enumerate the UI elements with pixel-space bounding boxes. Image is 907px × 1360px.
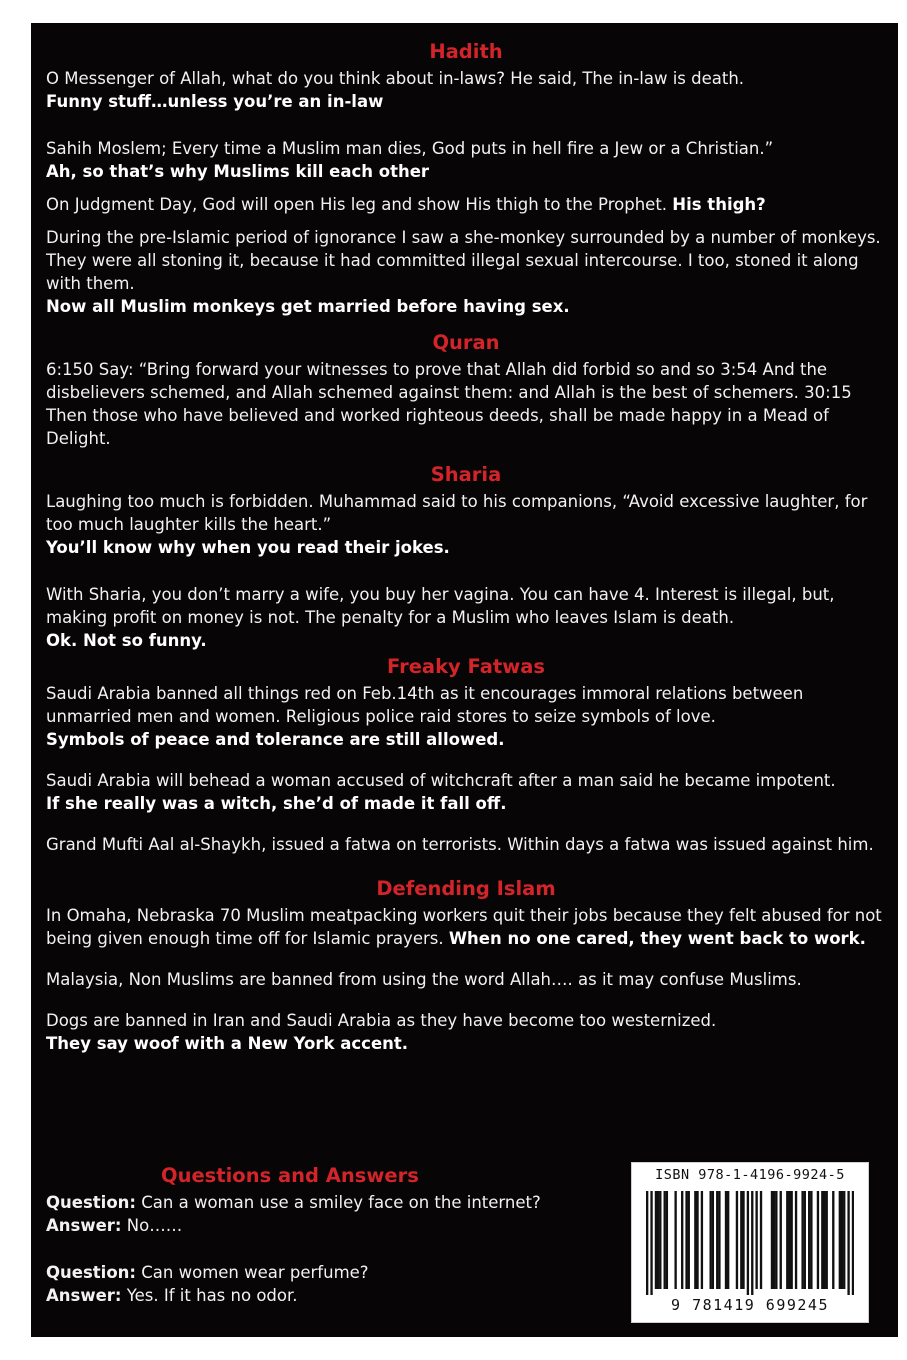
- barcode-bar: [727, 1191, 729, 1289]
- barcode-bar: [788, 1191, 790, 1289]
- punchline: Ok. Not so funny.: [46, 631, 207, 650]
- question-1: Question: Can a woman use a smiley face on the internet?: [46, 1193, 541, 1212]
- barcode-bar: [709, 1191, 711, 1289]
- defending-item-2: Malaysia, Non Muslims are banned from using the word Allah…. as it may confuse Muslims.: [46, 970, 802, 989]
- defending-item-1: In Omaha, Nebraska 70 Muslim meatpacking workers quit their jobs because they felt abused for not being given enough time off for Islamic prayers. When no one cared, they went back to work.: [46, 906, 882, 948]
- barcode-bar: [775, 1191, 777, 1289]
- punchline: You’ll know why when you read their jokes.: [46, 538, 450, 557]
- barcode-bar: [821, 1191, 823, 1289]
- isbn-barcode: [631, 1162, 869, 1323]
- barcode-bar: [659, 1191, 661, 1289]
- section-title-hadith: Hadith: [429, 40, 503, 63]
- punchline: His thigh?: [672, 195, 766, 214]
- barcode-bar: [795, 1191, 797, 1289]
- fatwa-item-2: Saudi Arabia will behead a woman accused of witchcraft after a man said he became impotent. If she really was a witch, she’d of made it fall off.: [46, 771, 836, 813]
- barcode-bar: [760, 1191, 762, 1289]
- barcode-bar: [725, 1191, 727, 1289]
- barcode-bar: [712, 1191, 714, 1289]
- answer-1: Answer: No……: [46, 1216, 183, 1235]
- section-title-defending: Defending Islam: [376, 877, 556, 900]
- barcode-bar: [773, 1191, 775, 1289]
- sharia-item-1: Laughing too much is forbidden. Muhammad said to his companions, “Avoid excessive laughter, for too much laughter kills the heart.” You’ll know why when you read their jokes.: [46, 492, 868, 557]
- hadith-item-1: O Messenger of Allah, what do you think about in-laws? He said, The in-law is death. Funny stuff…unless you’re an in-law: [46, 69, 745, 111]
- barcode-bar: [664, 1191, 666, 1289]
- barcode-bar: [826, 1191, 828, 1289]
- punchline: Funny stuff…unless you’re an in-law: [46, 92, 384, 111]
- barcode-bar: [808, 1191, 810, 1289]
- punchline: Symbols of peace and tolerance are still allowed.: [46, 730, 505, 749]
- barcode-bar: [674, 1191, 676, 1289]
- barcode-bar: [696, 1191, 698, 1289]
- barcode-bar: [694, 1191, 696, 1289]
- section-title-qa: Questions and Answers: [161, 1164, 419, 1187]
- barcode-bar: [841, 1191, 843, 1289]
- punchline: Now all Muslim monkeys get married before having sex.: [46, 297, 570, 316]
- punchline: They say woof with a New York accent.: [46, 1034, 409, 1053]
- barcode-bar: [747, 1191, 749, 1295]
- barcode-bar: [801, 1191, 803, 1289]
- question-2: Question: Can women wear perfume?: [46, 1263, 369, 1282]
- barcode-bar: [742, 1191, 744, 1289]
- barcode-bar: [666, 1191, 668, 1289]
- answer-2: Answer: Yes. If it has no odor.: [46, 1286, 298, 1305]
- isbn-label: ISBN 978-1-4196-9924-5: [655, 1167, 845, 1183]
- barcode-bar: [681, 1191, 683, 1289]
- barcode-bars: [646, 1191, 854, 1295]
- barcode-bar: [751, 1191, 753, 1295]
- hadith-item-4: During the pre-Islamic period of ignorance I saw a she-monkey surrounded by a number of monkeys. They were all stoning it, because it had committed illegal sexual intercourse. I too, stoned it along with them. Now all Muslim monkeys get married before having sex.: [46, 228, 881, 316]
- punchline: Ah, so that’s why Muslims kill each other: [46, 162, 430, 181]
- fatwa-item-1: Saudi Arabia banned all things red on Feb.14th as it encourages immoral relations between unmarried men and women. Religious police raid stores to seize symbols of love. Symbols of peace and tolerance are still allowed.: [46, 684, 804, 749]
- barcode-bar: [847, 1191, 849, 1295]
- barcode-bar: [771, 1191, 773, 1289]
- barcode-bar: [736, 1191, 738, 1289]
- barcode-bar: [843, 1191, 845, 1289]
- section-title-sharia: Sharia: [430, 463, 502, 486]
- barcode-bar: [817, 1191, 819, 1289]
- barcode-bar: [701, 1191, 703, 1289]
- cover-text: [46, 37, 886, 1055]
- barcode-bar: [810, 1191, 812, 1289]
- barcode-bar: [804, 1191, 806, 1289]
- barcode-bar: [791, 1191, 793, 1289]
- barcode-bar: [755, 1191, 757, 1289]
- questions-answers: [46, 1161, 566, 1307]
- barcode-bar: [655, 1191, 657, 1289]
- punchline: If she really was a witch, she’d of made it fall off.: [46, 794, 507, 813]
- section-title-quran: Quran: [432, 331, 500, 354]
- barcode-bar: [823, 1191, 825, 1289]
- book-back-cover: [31, 23, 898, 1337]
- barcode-bar: [716, 1191, 718, 1289]
- barcode-bar: [688, 1191, 690, 1289]
- defending-item-3: Dogs are banned in Iran and Saudi Arabia as they have become too westernized. They say woof with a New York accent.: [46, 1011, 717, 1053]
- barcode-bar: [650, 1191, 652, 1295]
- barcode-bar: [852, 1191, 854, 1295]
- barcode-bar: [657, 1191, 659, 1289]
- sharia-item-2: With Sharia, you don’t marry a wife, you buy her vagina. You can have 4. Interest is illegal, but, making profit on money is not. The penalty for a Muslim who leaves Islam is death. Ok. Not so funny.: [46, 585, 835, 650]
- isbn-digits: 9 781419 699245: [671, 1296, 829, 1314]
- hadith-item-3: On Judgment Day, God will open His leg and show His thigh to the Prophet. His thigh?: [46, 195, 766, 214]
- punchline: When no one cared, they went back to work.: [448, 929, 866, 948]
- barcode-bar: [832, 1191, 834, 1289]
- barcode-bar: [839, 1191, 841, 1289]
- fatwa-item-3: Grand Mufti Aal al-Shaykh, issued a fatwa on terrorists. Within days a fatwa was issued against him.: [46, 835, 874, 854]
- barcode-bar: [646, 1191, 648, 1295]
- quran-text: 6:150 Say: “Bring forward your witnesses to prove that Allah did forbid so and so 3:54 And the disbelievers schemed, and Allah schemed against them: and Allah is the best of schemers. 30:15 Then those who have believed and worked righteous deeds, shall be made happy in a Mead of Delight.: [46, 360, 852, 448]
- barcode-bar: [740, 1191, 742, 1289]
- barcode-bar: [685, 1191, 687, 1289]
- barcode-bar: [786, 1191, 788, 1289]
- barcode-bar: [718, 1191, 720, 1289]
- section-title-fatwas: Freaky Fatwas: [387, 655, 545, 678]
- barcode-bar: [780, 1191, 782, 1289]
- hadith-item-2: Sahih Moslem; Every time a Muslim man dies, God puts in hell fire a Jew or a Christian.” Ah, so that’s why Muslims kill each other: [46, 139, 774, 181]
